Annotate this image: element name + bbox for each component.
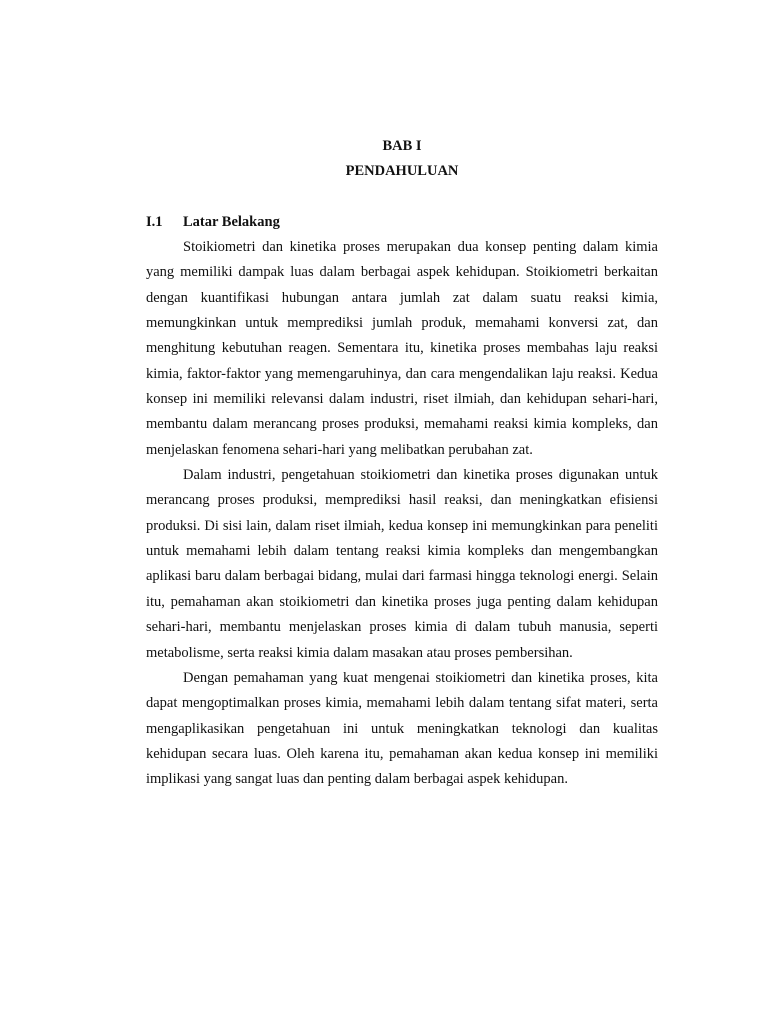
section-number: I.1: [146, 214, 163, 230]
paragraph: Stoikiometri dan kinetika proses merupakan dua konsep penting dalam kimia yang memiliki dampak luas dalam berbagai aspek kehidupan. Stoikiometri berkaitan dengan kuantifikasi hubungan antara jumlah zat dalam suatu reaksi kimia, memungkinkan untuk memprediksi jumlah produk, memahami konversi zat, dan menghitung kebutuhan reagen. Sementara itu, kinetika proses membahas laju reaksi kimia, faktor-faktor yang memengaruhinya, dan cara mengendalikan laju reaksi. Kedua konsep ini memiliki relevansi dalam industri, riset ilmiah, dan kehidupan sehari-hari, membantu dalam merancang proses produksi, memahami reaksi kimia kompleks, dan menjelaskan fenomena sehari-hari yang melibatkan perubahan zat.: [146, 239, 658, 458]
section-heading: [146, 213, 280, 231]
chapter-number: BAB I: [382, 138, 422, 154]
paragraph: Dalam industri, pengetahuan stoikiometri dan kinetika proses digunakan untuk merancang proses produksi, memprediksi hasil reaksi, dan meningkatkan efisiensi produksi. Di sisi lain, dalam riset ilmiah, kedua konsep ini memungkinkan para peneliti untuk memahami lebih dalam tentang reaksi kimia kompleks dan mengembangkan aplikasi baru dalam berbagai bidang, mulai dari farmasi hingga teknologi energi. Selain itu, pemahaman akan stoikiometri dan kinetika proses juga penting dalam kehidupan sehari-hari, membantu menjelaskan proses kimia di dalam tubuh manusia, seperti metabolisme, serta reaksi kimia dalam masakan atau proses pembersihan.: [146, 467, 658, 661]
chapter-title: PENDAHULUAN: [345, 163, 459, 179]
paragraph: Dengan pemahaman yang kuat mengenai stoikiometri dan kinetika proses, kita dapat mengoptimalkan proses kimia, memahami lebih dalam tentang sifat materi, serta mengaplikasikan pengetahuan ini untuk meningkatkan teknologi dan kualitas kehidupan secara luas. Oleh karena itu, pemahaman akan kedua konsep ini memiliki implikasi yang sangat luas dan penting dalam berbagai aspek kehidupan.: [146, 669, 658, 788]
section-title: Latar Belakang: [183, 214, 280, 230]
body-text: [146, 235, 658, 793]
